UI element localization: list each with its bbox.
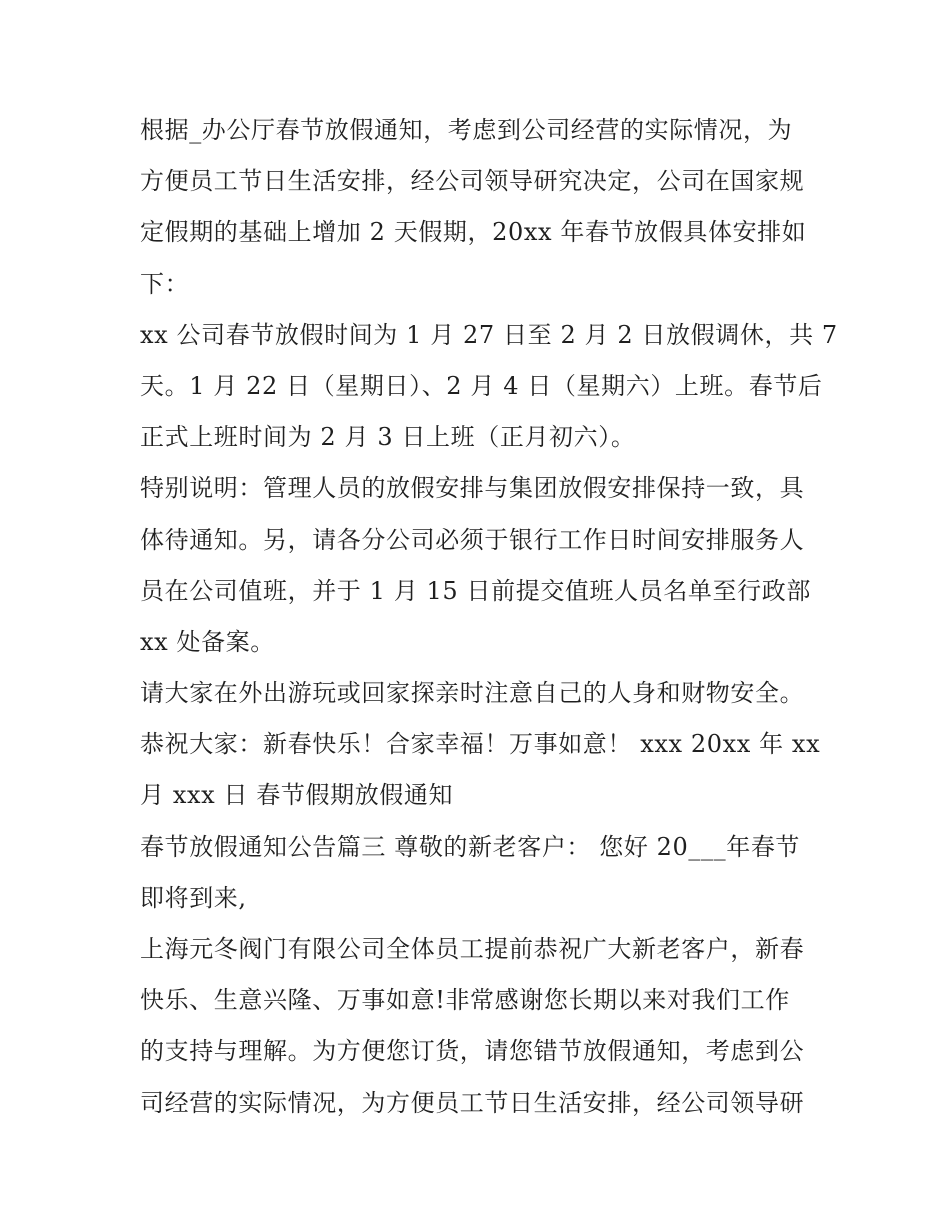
text-line: 快乐、生意兴隆、万事如意!非常感谢您长期以来对我们工作 [140,986,790,1015]
text-line: 方便员工节日生活安排，经公司领导研究决定，公司在国家规 [140,167,805,196]
text-line: 月 xxx 日 春节假期放假通知 [140,781,454,810]
text-line: xx 处备案。 [140,627,275,656]
text-line: 员在公司值班，并于 1 月 15 日前提交值班人员名单至行政部 [140,576,811,605]
text-line: xx 公司春节放假时间为 1 月 27 日至 2 月 2 日放假调休，共 7 [140,320,838,349]
text-line: 上海元冬阀门有限公司全体员工提前恭祝广大新老客户，新春 [140,935,805,963]
text-line: 定假期的基础上增加 2 天假期，20xx 年春节放假具体安排如 [140,218,807,247]
text-line: 特别说明：管理人员的放假安排与集团放假安排保持一致，具 [140,474,805,503]
text-line: 恭祝大家：新春快乐！合家幸福！万事如意！ xxx 20xx 年 xx [140,730,821,759]
text-line: 司经营的实际情况，为方便员工节日生活安排，经公司领导研 [140,1088,805,1117]
text-line: 请大家在外出游玩或回家探亲时注意自己的人身和财物安全。 [140,679,805,708]
text-line: 天。1 月 22 日（星期日）、2 月 4 日（星期六）上班。春节后 [140,371,823,400]
text-line: 的支持与理解。为方便您订货，请您错节放假通知，考虑到公 [140,1037,805,1066]
document-body [140,105,838,1129]
text-line: 春节放假通知公告篇三 尊敬的新老客户： 您好 20___年春节 [140,832,801,861]
text-line: 根据_办公厅春节放假通知，考虑到公司经营的实际情况，为 [140,116,793,144]
text-line: 即将到来, [140,883,247,912]
text-line: 体待通知。另，请各分公司必须于银行工作日时间安排服务人 [140,525,805,554]
text-line: 正式上班时间为 2 月 3 日上班（正月初六）。 [140,423,636,452]
text-line: 下： [140,269,190,298]
